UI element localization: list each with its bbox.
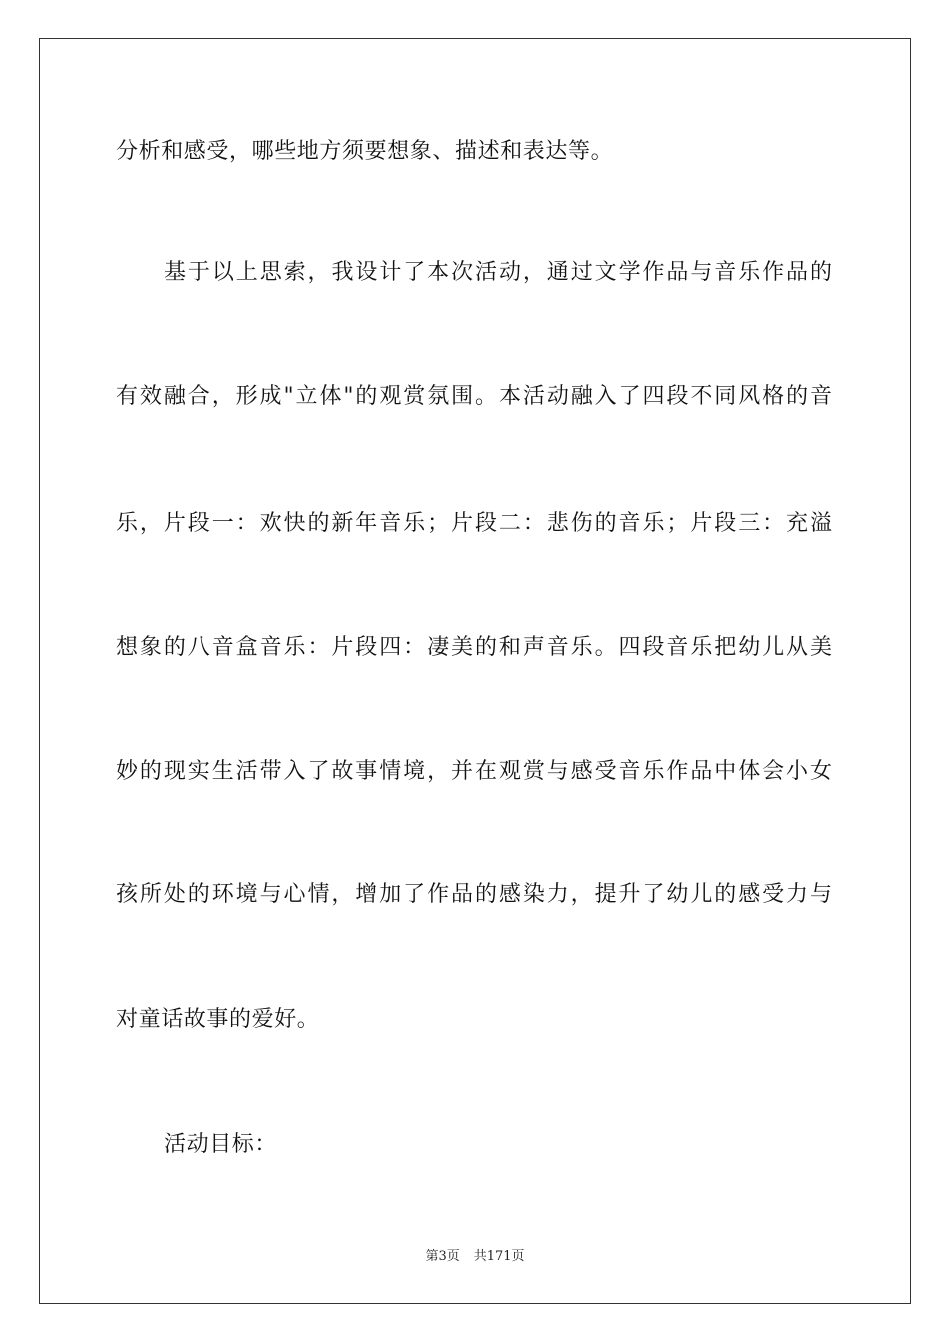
paragraph-line-1: 分析和感受，哪些地方须要想象、描述和表达等。 [116, 139, 614, 164]
page-border [39, 38, 911, 1304]
paragraph-line-4: 乐，片段一：欢快的新年音乐；片段二：悲伤的音乐；片段三：充溢 [116, 511, 832, 536]
page-total: 共171页 [473, 1249, 525, 1264]
paragraph-line-2: 基于以上思索，我设计了本次活动，通过文学作品与音乐作品的 [164, 260, 832, 285]
page-footer [0, 1248, 950, 1266]
paragraph-line-5: 想象的八音盒音乐：片段四：凄美的和声音乐。四段音乐把幼儿从美 [116, 635, 832, 660]
section-heading-goals: 活动目标： [164, 1132, 278, 1157]
paragraph-line-6: 妙的现实生活带入了故事情境，并在观赏与感受音乐作品中体会小女 [116, 759, 832, 784]
paragraph-line-8: 对童话故事的爱好。 [116, 1007, 320, 1032]
page-number: 第3页 [425, 1249, 460, 1264]
paragraph-line-3: 有效融合，形成"立体"的观赏氛围。本活动融入了四段不同风格的音 [116, 384, 832, 409]
paragraph-line-7: 孩所处的环境与心情，增加了作品的感染力，提升了幼儿的感受力与 [116, 882, 832, 907]
